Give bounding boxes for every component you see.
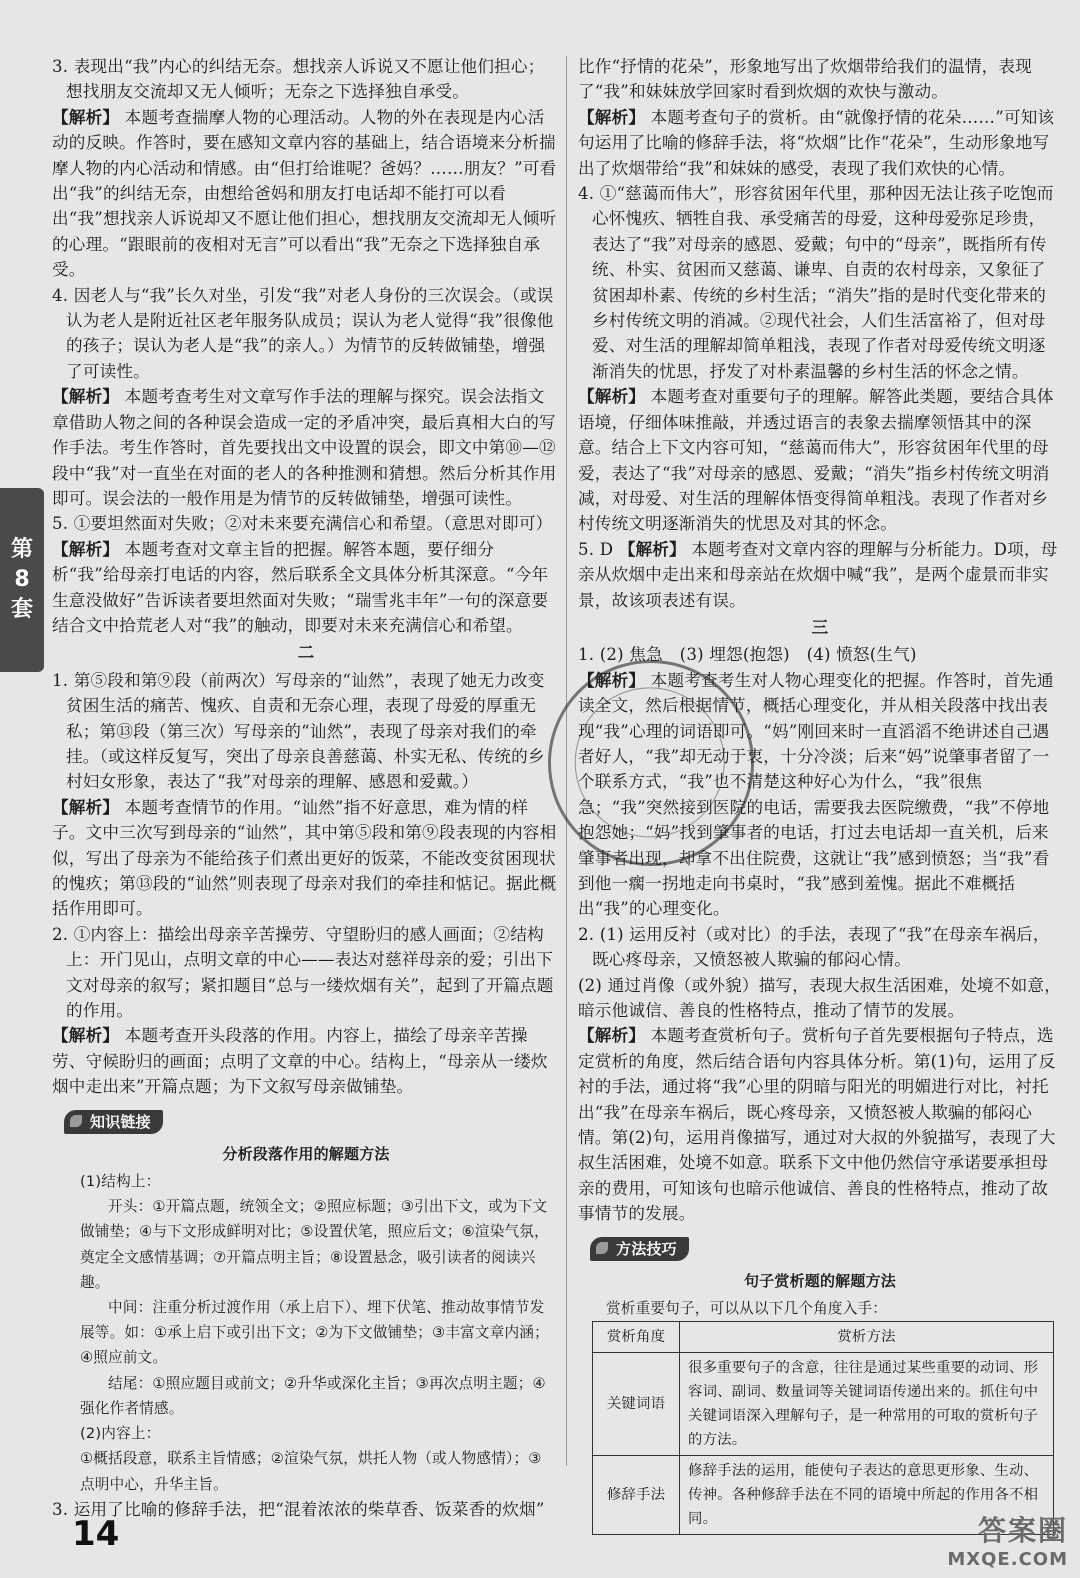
analysis-tag: 【解析】 (578, 670, 646, 690)
kl-line: 结尾：①照应题目或前文；②升华或深化主旨；③再次点明主题；④强化作者情感。 (80, 1374, 546, 1417)
answer-q5: 5. ①要坦然面对失败；②对未来要充满信心和希望。（意思对即可） (52, 514, 553, 534)
table-header: 赏析方法 (680, 1322, 1054, 1353)
table-cell: 修辞手法 (593, 1456, 680, 1535)
analysis-text: 本题考查赏析句子。赏析句子首先要根据句子特点，选定赏析的角度，然后结合语句内容具体分析。第(1)句，运用了反衬的手法，通过将“我”心里的阴暗与阳光的明媚进行对比，衬托出“我”在母亲车祸后，既心疼母亲，又愤怒被人欺骗的郁闷心情。第(2)句，运用肖像描写，通过对大叔的外貌描写，表现了大叔生活困难，处境不如意。联系下文中他仍然信守承诺要承担母亲的费用，可知该句也暗示他诚信、善良的性格特点，推动了故事情节的发展。 (578, 1026, 1056, 1224)
section-heading-2: 二 (297, 643, 315, 663)
analysis-text: 本题考查对重要句子的理解。解答此类题，要结合具体语境，仔细体味推敲，并透过语言的表象去揣摩领悟其中的深意。结合上下文内容可知，“慈蔼而伟大”，形容贫困年代里的母爱，表达了“我”对母亲的感恩、爱戴；“消失”指乡村传统文明消减，对母爱、对生活的理解体悟变得简单粗浅。表现了作者对乡村传统文明逐渐消失的忧思及对其的怀念。 (578, 387, 1054, 534)
analysis-s2-q4 (578, 384, 1062, 536)
answer-s2-q4: 4. ①“慈蔼而伟大”，形容贫困年代里，那种因无法让孩子吃饱而心怀愧疚、牺牲自我、承受痛苦的母爱，这种母爱弥足珍贵，表达了“我”对母亲的感恩、爱戴；句中的“母亲”，既指所有传统、朴实、贫困而又慈蔼、谦卑、自责的农村母亲，又象征了贫困却朴素、传统的乡村生活；“消失”指的是时代变化带来的乡村传统文明的消减。②现代社会，人们生活富裕了，但对母爱、对生活的理解却简单粗浅，表现了作者对母爱传统文明逐渐消失的忧思，抒发了对朴素温馨的乡村生活的怀念之情。 (578, 184, 1054, 381)
table-row (593, 1353, 1054, 1456)
kl-line: ①概括段意，联系主旨情感；②渲染气氛，烘托人物（或人物感情）；③点明中心，升华主旨。 (80, 1450, 542, 1493)
analysis-tag: 【解析】 (52, 539, 120, 559)
section-heading-3: 三 (811, 617, 829, 637)
tab-char-1: 第 (10, 537, 33, 562)
analysis-text: 本题考查句子的赏析。由“就像抒情的花朵……”可知该句运用了比喻的修辞手法，将“炊烟”比作“花朵”，生动形象地写出了炊烟带给“我”和妹妹的感受，表现了我们欢快的心情。 (578, 107, 1055, 178)
analysis-s2-q1 (52, 795, 560, 922)
analysis-tag: 【解析】 (52, 107, 120, 127)
page-number: 14 (72, 1514, 120, 1554)
analysis-q3 (52, 105, 560, 283)
method-tips-title: 句子赏析题的解题方法 (743, 1271, 896, 1290)
analysis-s2-q2 (52, 1023, 560, 1099)
analysis-s3-q2 (578, 1023, 1062, 1226)
knowledge-link-title: 分析段落作用的解题方法 (222, 1144, 390, 1163)
kl-line: 中间：注重分析过渡作用（承上启下）、埋下伏笔、推动故事情节发展等。如：①承上启下或引出下文；②为下文做铺垫；③丰富文章内涵；④照应前文。 (80, 1299, 549, 1367)
method-tips-table (592, 1321, 1054, 1535)
analysis-text: 本题考查对文章内容的理解与分析能力。D项，母亲从炊烟中走出来和母亲站在炊烟中喊“我”，是两个虚景而非实景，故该项表述有误。 (578, 539, 1058, 610)
knowledge-link-body (52, 1169, 550, 1497)
answer-s2-q1: 1. 第⑤段和第⑨段（前两次）写母亲的“讪然”，表现了她无力改变贫困生活的痛苦、愧疚、自责和无奈心理，表现了母爱的厚重无私；第⑬段（第三次）写母亲的“讪然”，表现了母亲对我们的牵挂。（或这样反复写，突出了母亲良善慈蔼、朴实无私、传统的乡村妇女形象，表达了“我”对母亲的理解、感恩和爱戴。） (52, 670, 545, 792)
analysis-text: 本题考查对文章主旨的把握。解答本题，要仔细分析“我”给母亲打电话的内容，然后联系全文具体分析其深意。“今年生意没做好”告诉读者要坦然面对失败；“瑞雪兆丰年”一句的深意要结合文中拾荒老人对“我”的触动，即要对未来充满信心和希望。 (52, 539, 549, 635)
analysis-tag: 【解析】 (52, 797, 120, 817)
answer-s2-q2: 2. ①内容上：描绘出母亲辛苦操劳、守望盼归的感人画面；②结构上：开门见山，点明文章的中心——表达对慈祥母亲的爱；引出下文对母亲的叙写；紧扣题目“总与一缕炊烟有关”，起到了开篇点题的作用。 (52, 924, 554, 1021)
table-header: 赏析角度 (593, 1322, 680, 1353)
kl-line: (2)内容上： (80, 1425, 161, 1443)
method-tips-intro: 赏析重要句子，可以从以下几个角度入手： (606, 1300, 888, 1318)
table-header-row (593, 1322, 1054, 1353)
answer-s3-q2-part2: (2) 通过肖像（或外貌）描写，表现大叔生活困难，处境不如意，暗示他诚信、善良的性格特点，推动了情节的发展。 (578, 975, 1062, 1021)
analysis-tag: 【解析】 (618, 539, 686, 559)
table-cell: 关键词语 (593, 1353, 680, 1456)
watermark-url: MXQE.COM (947, 1549, 1068, 1570)
analysis-text: 本题考查开头段落的作用。内容上，描绘了母亲辛苦操劳、守候盼归的画面；点明了文章的中心。结构上，“母亲从一缕炊烟中走出来”开篇点题；为下文叙写母亲做铺垫。 (52, 1026, 548, 1097)
analysis-s2-q3 (578, 105, 1062, 181)
analysis-tag: 【解析】 (52, 387, 120, 407)
table-cell: 很多重要句子的含意，往往是通过某些重要的动词、形容词、副词、数量词等关键词语传递出来的。抓住句中关键词语深入理解句子，是一种常用的可取的赏析句子的方法。 (680, 1353, 1054, 1456)
answer-q3: 3. 表现出“我”内心的纠结无奈。想找亲人诉说又不愿让他们担心；想找朋友交流却又无人倾听；无奈之下选择独自承受。 (52, 57, 545, 102)
left-column (52, 54, 560, 1522)
watermark-logo (947, 1509, 1068, 1570)
analysis-q4 (52, 384, 560, 511)
answer-s2-q3: 3. 运用了比喻的修辞手法，把“混着浓浓的柴草香、饭菜香的炊烟” (52, 1499, 545, 1519)
analysis-q5 (52, 537, 560, 639)
answer-choice: 5. D (578, 539, 614, 559)
analysis-text: 本题考查考生对人物心理变化的把握。作答时，首先通读全文，然后根据情节，概括心理变化，并从相关段落中找出表现“我”心理的词语即可。“妈”刚回来时一直滔滔不绝讲述自己遇者好人，“我”却无动于衷，十分冷淡；后来“妈”说肇事者留了一个联系方式，“我”也不清楚这种好心为什么，“我”很焦急；“我”突然接到医院的电话，需要我去医院缴费，“我”不停地抱怨她；“妈”找到肇事者的电话，打过去电话却一直关机，后来肇事者出现，却拿不出住院费，这就让“我”感到愤怒；当“我”看到他一瘸一拐地走向书桌时，“我”感到羞愧。据此不难概括出“我”的心理变化。 (578, 670, 1054, 919)
kl-line: (1)结构上： (80, 1173, 161, 1191)
answer-s3-q2-part1: 2. (1) 运用反衬（或对比）的手法，表现了“我”在母亲车祸后，既心疼母亲，又愤怒被人欺骗的郁闷心情。 (578, 924, 1050, 970)
kl-line: 开头：①开篇点题，统领全文；②照应标题；③引出下文，或为下文做铺垫；④与下文形成鲜明对比；⑤设置伏笔，照应后文；⑥渲染气氛，奠定全文感情基调；⑦开篇点明主旨；⑧设置悬念，吸引读者的阅读兴趣。 (80, 1198, 549, 1291)
analysis-text: 本题考查揣摩人物的心理活动。人物的外在表现是内心活动的反映。作答时，要在感知文章内容的基础上，结合语境来分析揣摩人物的内心活动和情感。由“但打给谁呢？爸妈？……朋友？”可看出“我”的纠结无奈，由想给爸妈和朋友打电话却不能打可以看出“我”想找亲人诉说却又不愿让他们担心，想找朋友交流却无人倾听的心理。“跟眼前的夜相对无言”可以看出“我”无奈之下选择独自承受。 (52, 107, 557, 280)
analysis-tag: 【解析】 (578, 387, 646, 407)
answer-s2-q5 (578, 537, 1062, 613)
analysis-text: 本题考查情节的作用。“讪然”指不好意思，难为情的样子。文中三次写到母亲的“讪然”，其中第⑤段和第⑨段表现的内容相似，写出了母亲为不能给孩子们煮出更好的饭菜，不能改变贫困现状的愧疚；第⑬段的“讪然”则表现了母亲对我们的牵挂和惦记。据此概括作用即可。 (52, 797, 557, 919)
answer-s2-q3-cont: 比作“抒情的花朵”，形象地写出了炊烟带给我们的温情，表现了“我”和妹妹放学回家时看到炊烟的欢快与激动。 (578, 57, 1033, 102)
analysis-text: 本题考查考生对文章写作手法的理解与探究。误会法指文章借助人物之间的各种误会造成一定的矛盾冲突，最后真相大白的写作手法。考生作答时，首先要找出文中设置的误会，即文中第⑩—⑫段中“我”对一直坐在对面的老人的各种推测和猜想。然后分析其作用即可。误会法的一般作用是为情节的反转做铺垫，增强可读性。 (52, 387, 557, 508)
analysis-tag: 【解析】 (578, 107, 646, 127)
tab-char-2: 8 (14, 567, 30, 592)
watermark-text: 答案圈 (977, 1514, 1068, 1547)
method-tips-banner: 方法技巧 (590, 1237, 689, 1261)
tab-char-3: 套 (10, 597, 33, 622)
answer-q4: 4. 因老人与“我”长久对坐，引发“我”对老人身份的三次误会。（或误认为老人是附近社区老年服务队成员；误认为老人觉得“我”很像他的孩子；误认为老人是“我”的亲人。）为情节的反转做铺垫，增强了可读性。 (52, 285, 554, 381)
analysis-tag: 【解析】 (578, 1026, 646, 1046)
knowledge-link-banner: 知识链接 (64, 1110, 163, 1134)
analysis-tag: 【解析】 (52, 1026, 120, 1046)
answer-s3-q1: 1. (2) 焦急 (3) 埋怨(抱怨) (4) 愤怒(生气) (578, 645, 917, 665)
table-cell: 修辞手法的运用，能使句子表达的意思更形象、生动、传神。各种修辞手法在不同的语境中所起的作用各不相同。 (680, 1456, 1054, 1535)
set-number-tab (0, 488, 44, 672)
